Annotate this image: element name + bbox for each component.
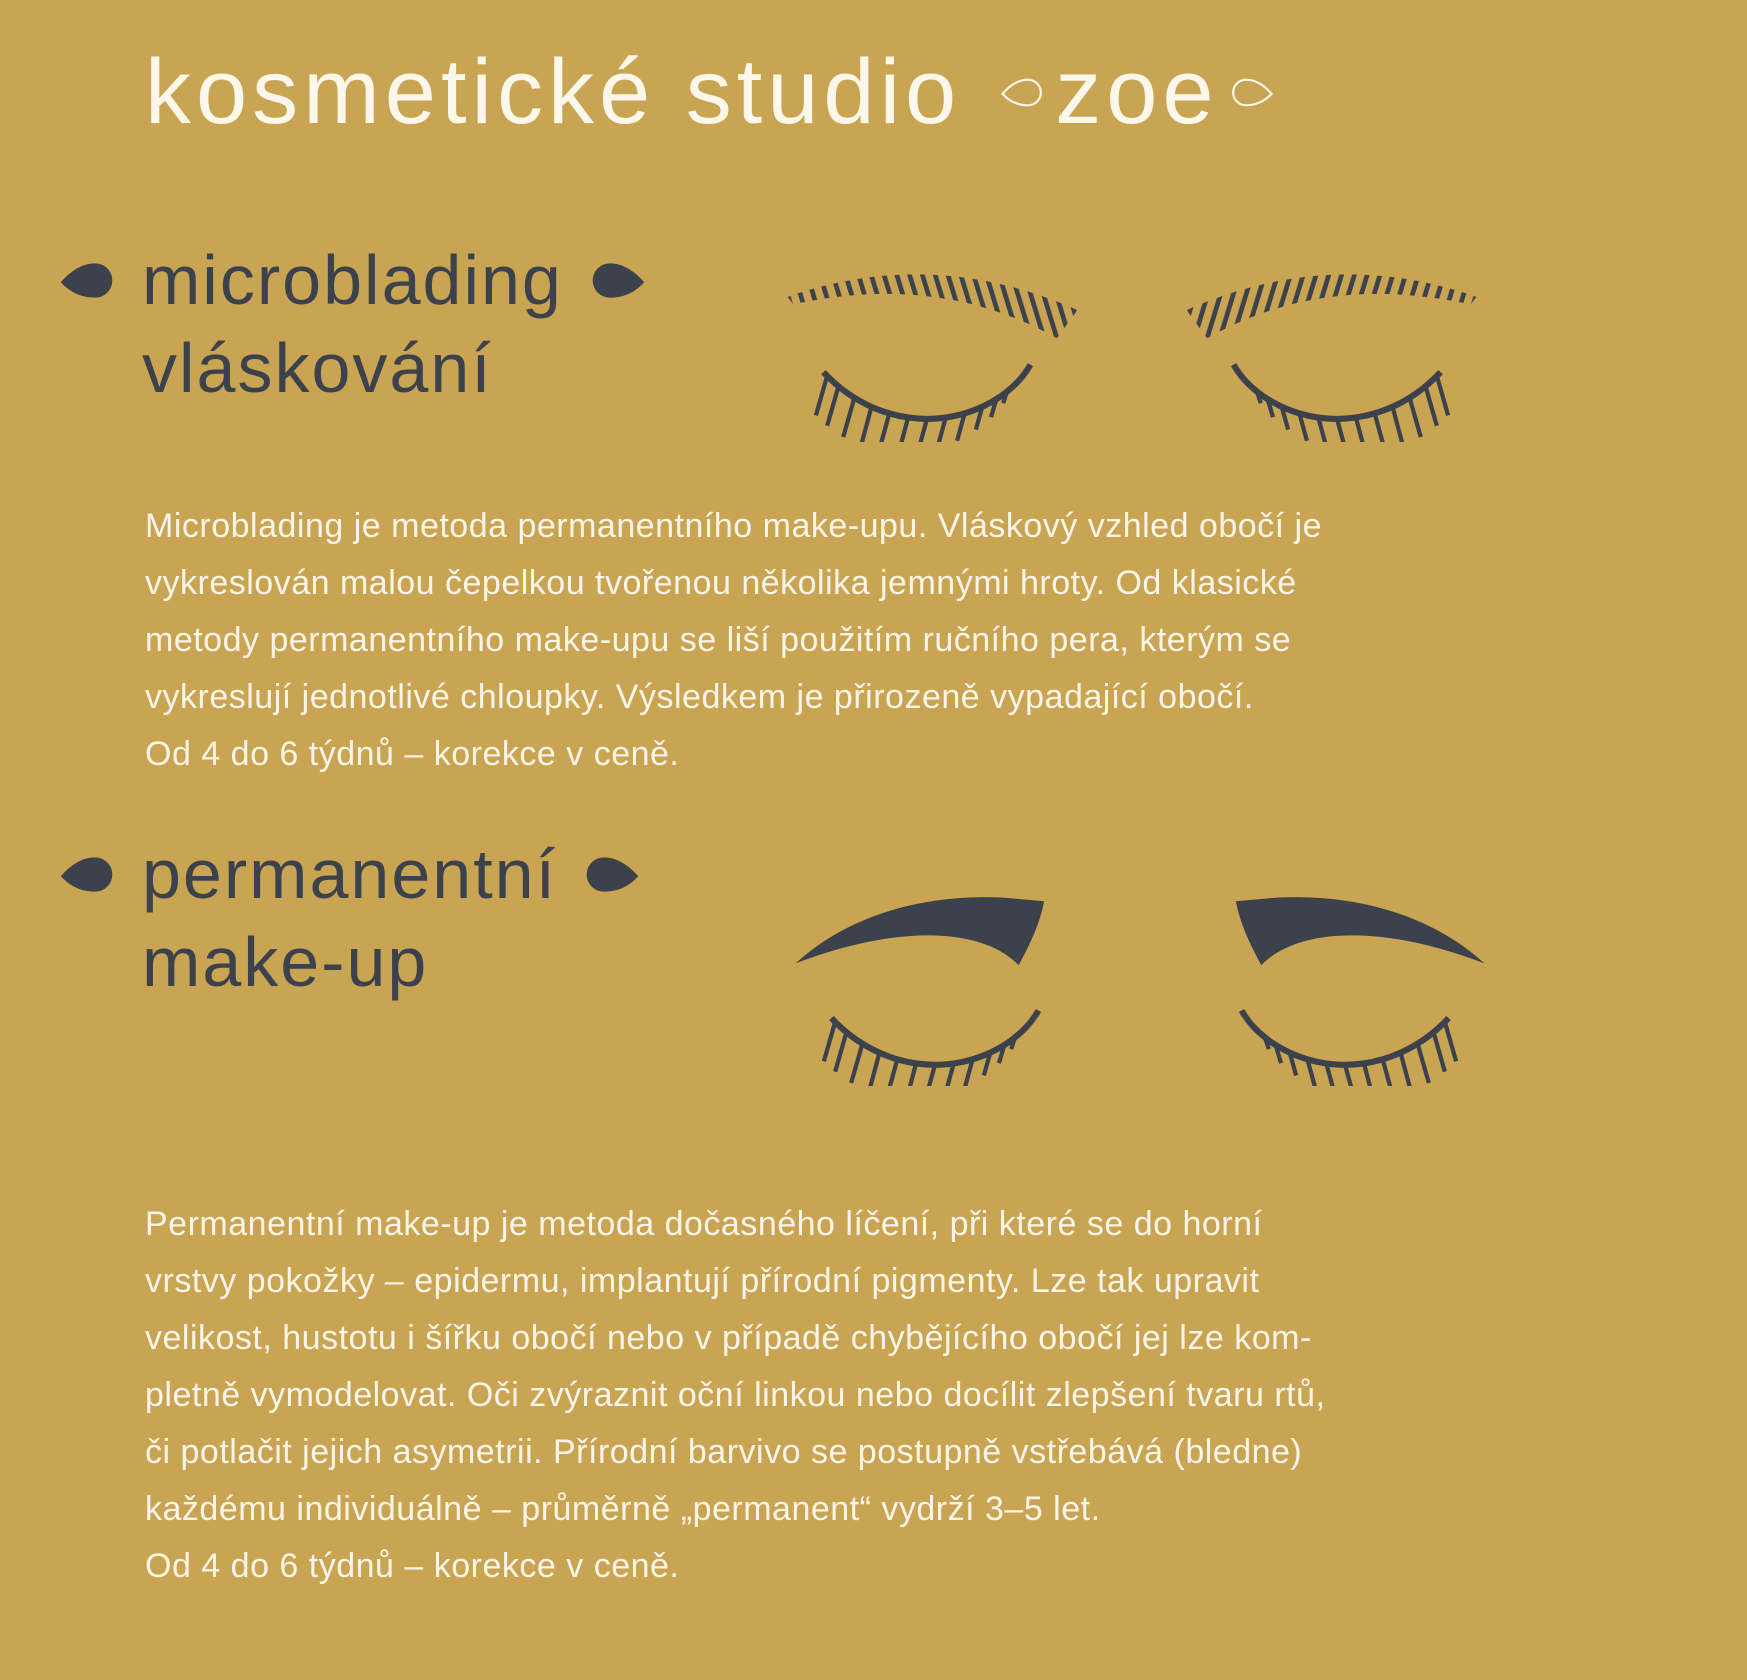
text-line: pletně vymodelovat. Oči zvýraznit oční linkou nebo docílit zlepšení tvaru rtů, <box>145 1376 1326 1414</box>
leaf-right-icon <box>1231 75 1273 110</box>
text-line: Microblading je metoda permanentního make-upu. Vláskový vzhled obočí je <box>145 507 1323 545</box>
teardrop-left-icon <box>58 257 116 304</box>
hatched-brow-left-eye-illustration <box>782 242 1102 442</box>
brand-name-text: zoe <box>1055 41 1219 143</box>
text-line: velikost, hustotu i šířku obočí nebo v případě chybějícího obočí jej lze kom- <box>145 1319 1312 1357</box>
text-line: Od 4 do 6 týdnů – korekce v ceně. <box>145 735 680 773</box>
text-line: vrstvy pokožky – epidermu, implantují přírodní pigmenty. Lze tak upravit <box>145 1262 1260 1300</box>
permanent-makeup-brows-illustration <box>790 886 1490 1086</box>
teardrop-right-icon <box>589 257 647 304</box>
leaf-left-icon <box>1001 75 1043 110</box>
studio-name-text: kosmetické studio <box>145 41 962 143</box>
text-line: Permanentní make-up je metoda dočasného líčení, při které se do horní <box>145 1205 1263 1243</box>
text-line: Od 4 do 6 týdnů – korekce v ceně. <box>145 1547 680 1585</box>
solid-brow-right-eye-illustration <box>1170 886 1490 1086</box>
microblading-section-title <box>58 236 647 412</box>
section-title-line1: permanentní <box>142 835 558 913</box>
teardrop-left-icon <box>58 851 116 898</box>
text-line: metody permanentního make-upu se liší použitím ručního pera, kterým se <box>145 621 1292 659</box>
microblading-description <box>145 498 1322 783</box>
hatched-brow-right-eye-illustration <box>1162 242 1482 442</box>
text-line: vykreslován malou čepelkou tvořenou několika jemnými hroty. Od klasické <box>145 564 1297 602</box>
solid-brow-left-eye-illustration <box>790 886 1110 1086</box>
text-line: každému individuálně – průměrně „permanent“ vydrží 3–5 let. <box>145 1490 1101 1528</box>
section-title-line2: vláskování <box>142 329 493 407</box>
section-title-line2: make-up <box>142 923 429 1001</box>
studio-header <box>145 40 1273 145</box>
brand-logo <box>1001 40 1272 145</box>
teardrop-right-icon <box>583 851 641 898</box>
text-line: či potlačit jejich asymetrii. Přírodní barvivo se postupně vstřebává (bledne) <box>145 1433 1303 1471</box>
microblading-brows-illustration <box>782 242 1482 442</box>
permanent-makeup-section-title <box>58 830 641 1006</box>
text-line: vykreslují jednotlivé chloupky. Výsledkem je přirozeně vypadající obočí. <box>145 678 1254 716</box>
section-title-line1: microblading <box>142 241 563 319</box>
permanent-makeup-description <box>145 1196 1325 1595</box>
title-row <box>58 830 641 918</box>
title-row <box>58 236 647 324</box>
